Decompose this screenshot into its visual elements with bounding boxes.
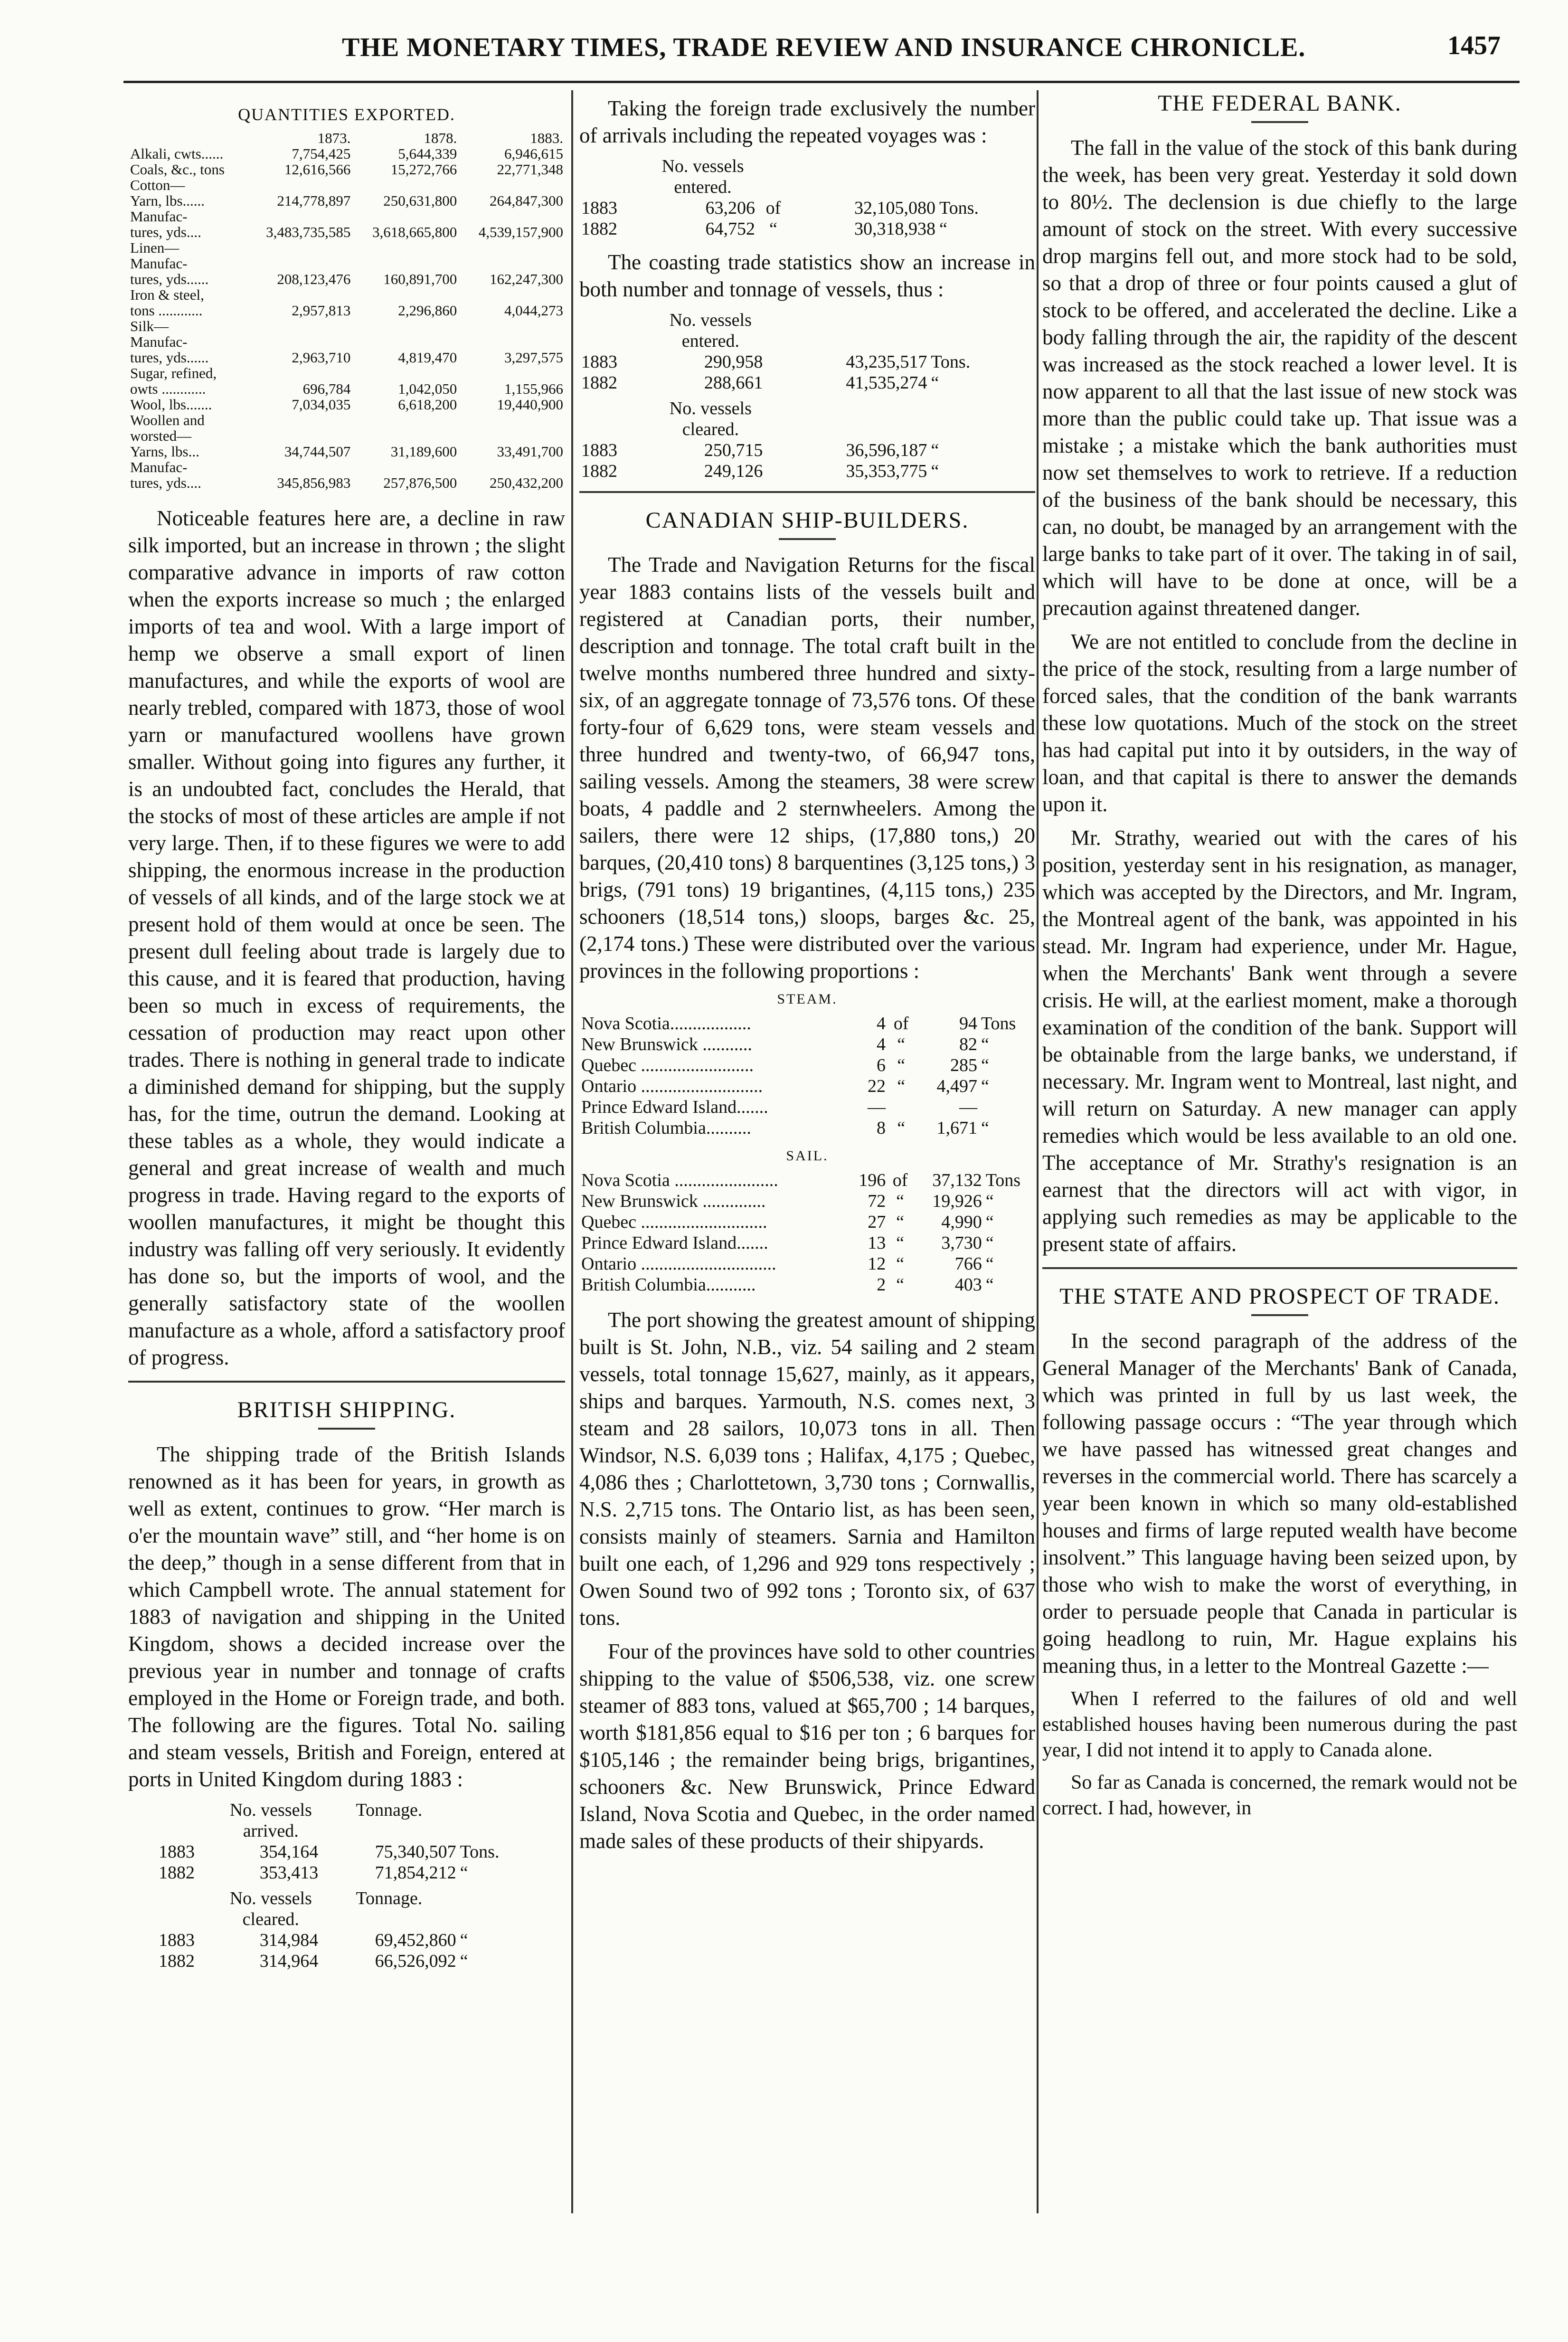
- quantities-row-1883: [459, 334, 565, 350]
- cleared-row-vessels: 314,984: [259, 1930, 319, 1950]
- quantities-row-1873: 696,784: [302, 380, 351, 397]
- quantities-row-1873: [246, 240, 353, 256]
- coast-cleared-row-unit: “: [931, 461, 939, 481]
- steam-table: [579, 1013, 1035, 1138]
- arrived-row-vessels: 354,164: [259, 1842, 319, 1862]
- sail-row-tons: 403: [954, 1275, 982, 1295]
- section-rule: [579, 491, 1035, 493]
- quantities-row-label: Alkali, cwts......: [130, 145, 224, 162]
- quantities-row-1883: 19,440,900: [497, 396, 563, 413]
- quantities-row-1878: 5,644,339: [398, 145, 457, 162]
- state-prospect-paragraph-2: When I referred to the failures of old and well established houses having been numerous during the past year, I did not intend it to apply to Canada alone.: [1042, 1688, 1517, 1761]
- arrived-row: [157, 1862, 528, 1883]
- sail-row-of: “: [896, 1212, 905, 1232]
- steam-row-count: 8: [876, 1118, 886, 1138]
- column-2: [579, 90, 1035, 1861]
- quantities-row-1878: 6,618,200: [398, 396, 457, 413]
- coast-cleared-row-unit: “: [931, 440, 939, 460]
- quantities-row: [128, 287, 565, 303]
- cleared-header: No. vessels cleared.: [229, 1888, 312, 1929]
- state-prospect-title: THE STATE AND PROSPECT OF TRADE.: [1059, 1284, 1500, 1309]
- coast-entered-row-tonnage: 41,535,274: [846, 373, 927, 393]
- quantities-row-1883: 6,946,615: [504, 145, 563, 162]
- quantities-row: [128, 209, 565, 224]
- quantities-row: [128, 256, 565, 271]
- canadian-shipbuilders-title: CANADIAN SHIP-BUILDERS.: [645, 508, 969, 533]
- steam-row-unit: [979, 1097, 1035, 1118]
- coast-cleared-row: [579, 461, 1012, 482]
- quantities-row-1883: [459, 365, 565, 381]
- cleared-row-vessels: 314,964: [259, 1951, 319, 1971]
- quantities-row-label: Linen—: [130, 239, 179, 256]
- steam-row: [579, 1034, 1035, 1055]
- quantities-row-1878: 31,189,600: [390, 443, 457, 460]
- quantities-exported-title: QUANTITIES EXPORTED.: [238, 105, 455, 124]
- steam-row-province: Prince Edward Island.......: [581, 1097, 768, 1117]
- sail-row-count: 12: [868, 1254, 886, 1274]
- quantities-row-label: tons ............: [130, 302, 203, 319]
- title-rule: [1251, 1314, 1308, 1316]
- federal-bank-title: THE FEDERAL BANK.: [1158, 91, 1402, 116]
- sail-row: [579, 1274, 1035, 1295]
- state-prospect-paragraph-1: In the second paragraph of the address of the General Manager of the Merchants' Bank of Canada, which was printed in full by us last week, the following passage occurs : “The year through which we have passed has witnessed great changes and reverses in the commercial world. There has scarcely a year been known in which so many old-established houses and firms of large reputed wealth have become insolvent.” This language having been seized upon, by those who wish to make the worst of everything, in order to persuade people that Canada in particular is going headlong to ruin, Mr. Hague explains his meaning thus, in a letter to the Montreal Gazette :—: [1042, 1329, 1517, 1678]
- steam-row-of: “: [897, 1034, 906, 1054]
- sail-row-tons: 37,132: [932, 1170, 982, 1190]
- quantities-exported-table: [128, 130, 565, 491]
- quantities-row-label: Woollen and: [130, 412, 205, 428]
- coast-cleared-row-year: 1882: [581, 461, 617, 481]
- quantities-row-1878: 2,296,860: [398, 302, 457, 319]
- quantities-year-header: [128, 130, 565, 146]
- federal-bank-paragraph-2: We are not entitled to conclude from the decline in the price of the stock, resulting from a large number of forced sales, that the condition of the bank warrants these low quotations. Much of the stock on the street has had capital put into it by outsiders, in the way of loan, and that capital is there to answer the demands upon it.: [1042, 630, 1517, 816]
- quantities-row-1883: 22,771,348: [497, 161, 563, 178]
- column-divider-1: [571, 90, 573, 2213]
- sail-row-count: 13: [868, 1233, 886, 1253]
- arrived-rows: [157, 1841, 528, 1883]
- foreign-header-row: [579, 156, 1012, 198]
- quantities-row-1873: 214,778,897: [277, 192, 351, 209]
- quantities-row-label: Yarns, lbs...: [130, 443, 199, 460]
- year-col-1: 1873.: [317, 130, 351, 146]
- steam-row-of: “: [897, 1118, 906, 1138]
- cleared-row: [157, 1930, 528, 1951]
- sail-row-tons: 766: [954, 1254, 982, 1274]
- sail-row-unit: “: [985, 1191, 994, 1211]
- quantities-row: [128, 397, 565, 412]
- coast-cleared-rows: [579, 440, 1012, 482]
- uk-cleared-header: [157, 1883, 528, 1930]
- quantities-row-label: tures, yds......: [130, 271, 209, 287]
- quantities-row: [128, 444, 565, 459]
- quantities-row: [128, 428, 565, 444]
- quantities-rows: [128, 146, 565, 491]
- quantities-row-1883: [459, 428, 565, 444]
- section-rule: [128, 1381, 565, 1383]
- sail-row: [579, 1253, 1035, 1274]
- quantities-row-1873: 7,034,035: [292, 396, 351, 413]
- steam-row-tons: 4,497: [936, 1076, 977, 1096]
- arrived-row-vessels: 353,413: [259, 1863, 319, 1883]
- quantities-row-1878: [352, 428, 459, 444]
- quantities-row-1883: 4,539,157,900: [478, 224, 563, 240]
- arrived-header: No. vessels arrived.: [229, 1800, 312, 1841]
- sail-row-of: “: [896, 1233, 905, 1253]
- quantities-row-1883: 264,847,300: [490, 192, 563, 209]
- foreign-row-vessels: 64,752: [705, 219, 755, 239]
- foreign-rows: [579, 198, 1012, 239]
- canadian-shipbuilders-paragraph: The Trade and Navigation Returns for the fiscal year 1883 contains lists of the vessels built and registered at Canadian ports, their number, description and tonnage. The total craft built in the twelve months numbered three hundred and sixty-six, of an aggregate tonnage of 73,576 tons. Of these forty-four of 6,629 tons, were steam vessels and three hundred and twenty-two, of 66,947 tons, sailing vessels. Among the steamers, 38 were screw boats, 4 paddle and 2 sternwheelers. Among the sailers, there were 12 ships, (17,880 tons,) 20 barques, (20,410 tons) 8 barquentines (3,125 tons,) 3 brigs, (791 tons) 19 brigantines, (4,115 tons,) 235 schooners (18,514 tons,) sloops, barges &c. 25, (2,174 tons.) These were distributed over the various provinces in the following proportions :: [579, 553, 1035, 983]
- coast-entered-header: No. vessels entered.: [669, 310, 752, 351]
- quantities-row: [128, 271, 565, 287]
- steam-row-unit: “: [981, 1076, 989, 1096]
- sail-row-count: 27: [868, 1212, 886, 1232]
- quantities-row-1873: [246, 256, 353, 271]
- quantities-row: [128, 350, 565, 365]
- quantities-row-1873: 7,754,425: [292, 145, 351, 162]
- coast-entered-row-year: 1883: [581, 352, 617, 372]
- quantities-row: [128, 475, 565, 491]
- quantities-row-1878: 257,876,500: [383, 474, 457, 491]
- coast-entered-row-tonnage: 43,235,517: [846, 352, 927, 372]
- steam-row-count: 6: [876, 1055, 886, 1075]
- quantities-row-1878: 250,631,800: [383, 192, 457, 209]
- quantities-row-1873: [246, 365, 353, 381]
- quantities-row-1883: [459, 287, 565, 303]
- quantities-row-label: Manufac-: [130, 333, 188, 350]
- state-prospect-paragraph-3: So far as Canada is concerned, the remark would not be correct. I had, however, in: [1042, 1772, 1517, 1819]
- quantities-row-1878: [352, 256, 459, 271]
- quantities-row-1873: [246, 459, 353, 475]
- coast-cleared-header: No. vessels cleared.: [669, 398, 752, 439]
- steam-row-of: [888, 1097, 915, 1118]
- sail-row-tons: 4,990: [941, 1212, 982, 1232]
- british-shipping-title: BRITISH SHIPPING.: [237, 1397, 456, 1422]
- steam-row-tons: 94: [959, 1014, 977, 1034]
- quantities-row-1873: 2,963,710: [292, 349, 351, 366]
- steam-table-title: STEAM.: [777, 991, 838, 1007]
- arrived-row-tonnage: 75,340,507: [375, 1842, 456, 1862]
- cleared-tonnage-header: Tonnage.: [356, 1888, 423, 1908]
- steam-row-tons: 285: [950, 1055, 977, 1075]
- coast-entered-row-vessels: 288,661: [704, 373, 763, 393]
- title-rule: [318, 1428, 375, 1430]
- foreign-row-vessels: 63,206: [705, 198, 755, 218]
- sail-row-unit: “: [985, 1254, 994, 1274]
- sail-row-province: British Columbia...........: [581, 1275, 756, 1295]
- quantities-row-1883: [459, 412, 565, 428]
- cleared-row: [157, 1951, 528, 1972]
- sail-row-unit: “: [985, 1212, 994, 1232]
- quantities-row-1873: 345,856,983: [277, 474, 351, 491]
- quantities-row-label: Iron & steel,: [130, 286, 204, 303]
- quantities-row: [128, 412, 565, 428]
- sail-table-title: SAIL.: [786, 1148, 829, 1164]
- sail-row: [579, 1191, 1035, 1212]
- sail-row-count: 72: [868, 1191, 886, 1211]
- steam-row-province: Quebec .........................: [581, 1055, 754, 1075]
- quantities-row-1878: 1,042,050: [398, 380, 457, 397]
- foreign-row-year: 1883: [581, 198, 617, 218]
- coast-entered-row: [579, 372, 1012, 393]
- coast-entered-rows: [579, 351, 1012, 393]
- foreign-trade-intro: Taking the foreign trade exclusively the number of arrivals including the repeated voyages was :: [579, 96, 1035, 147]
- foreign-row-unit: “: [939, 219, 947, 239]
- arrived-row-tonnage: 71,854,212: [375, 1863, 456, 1883]
- coast-cleared-row-year: 1883: [581, 440, 617, 460]
- quantities-row-1883: [459, 240, 565, 256]
- steam-row-province: Nova Scotia..................: [581, 1014, 751, 1034]
- quantities-row: [128, 303, 565, 318]
- sail-row-tons: 3,730: [941, 1233, 982, 1253]
- steam-row-province: British Columbia..........: [581, 1118, 751, 1138]
- quantities-row: [128, 240, 565, 256]
- quantities-row-1878: [352, 412, 459, 428]
- quantities-row-1878: [352, 459, 459, 475]
- coast-cleared-row-tonnage: 36,596,187: [846, 440, 927, 460]
- quantities-row: [128, 177, 565, 193]
- steam-row-unit: “: [981, 1118, 989, 1138]
- quantities-row-label: Silk—: [130, 318, 169, 334]
- cleared-row-year: 1882: [159, 1951, 195, 1971]
- quantities-row-1873: [246, 428, 353, 444]
- quantities-row-1878: 3,618,665,800: [372, 224, 457, 240]
- column-divider-2: [1037, 90, 1039, 2213]
- quantities-row-1873: [246, 287, 353, 303]
- quantities-row: [128, 365, 565, 381]
- steam-row-count: 22: [867, 1076, 886, 1096]
- quantities-row-1873: 208,123,476: [277, 271, 351, 287]
- steam-row-count: —: [867, 1097, 886, 1117]
- foreign-row-unit: Tons.: [939, 198, 979, 218]
- sail-row-of: “: [896, 1254, 905, 1274]
- steam-row-tons: 1,671: [936, 1118, 977, 1138]
- page-header: [85, 18, 1510, 75]
- quantities-row: [128, 146, 565, 161]
- publication-title: THE MONETARY TIMES, TRADE REVIEW AND INSURANCE CHRONICLE.: [342, 33, 1306, 62]
- coasting-intro: The coasting trade statistics show an increase in both number and tonnage of vessels, thus :: [579, 250, 1035, 301]
- steam-row-of: “: [897, 1055, 906, 1075]
- title-rule: [779, 538, 836, 540]
- quantities-row-1878: 15,272,766: [390, 161, 457, 178]
- quantities-row-1873: 34,744,507: [284, 443, 351, 460]
- quantities-row-label: owts ............: [130, 380, 206, 397]
- arrived-row-unit: Tons.: [460, 1842, 500, 1862]
- quantities-row-1883: 250,432,200: [490, 474, 563, 491]
- quantities-row-label: Manufac-: [130, 459, 188, 475]
- cleared-row-unit: “: [460, 1930, 468, 1950]
- sail-row: [579, 1212, 1035, 1233]
- steam-row: [579, 1055, 1035, 1076]
- federal-bank-paragraph-1: The fall in the value of the stock of this bank during the week, has been very great. Yesterday it sold down to 80½. The declension is due chiefly to the large amount of stock on the street. With every successive drop margins fell out, and more stock had to be sold, so that a drop of three or four points caused a glut of stock to be offered, and accelerated the decline. Like a body falling through the air, the rapidity of the descent was increased as the stock reached a lower level. It is now apparent to all that the last issue of new stock was more than the public could take up. That issue was a mistake ; a mistake which the bank authorities must now set themselves to work to retrieve. If a reduction of the business of the bank should be necessary, this can, no doubt, be managed by an arrangement with the large banks to take part of it over. The taking in of sail, which will have to be done at once, will be a precaution against threatened danger.: [1042, 136, 1517, 620]
- quantities-row-1883: [459, 459, 565, 475]
- quantities-row-1878: [352, 287, 459, 303]
- coast-cleared-row-vessels: 249,126: [704, 461, 763, 481]
- sail-row-unit: “: [985, 1233, 994, 1253]
- foreign-row-tonnage: 30,318,938: [854, 219, 936, 239]
- foreign-row: [579, 198, 1012, 218]
- sail-row: [579, 1170, 1035, 1191]
- foreign-entered-header: No. vessels entered.: [661, 156, 744, 197]
- coast-entered-row-vessels: 290,958: [704, 352, 763, 372]
- quantities-row: [128, 224, 565, 240]
- steam-row-tons: 82: [959, 1034, 977, 1054]
- sail-row-unit: Tons: [985, 1170, 1021, 1190]
- title-rule: [1251, 121, 1308, 123]
- federal-bank-paragraph-3: Mr. Strathy, wearied out with the cares of his position, yesterday sent in his resignation, as manager, which was accepted by the Directors, and Mr. Ingram, the Montreal agent of the bank, was appointed in his stead. Mr. Ingram had experience, under Mr. Hague, when the Merchants' Bank went through a severe crisis. He will, at the earliest moment, make a thorough examination of the condition of the bank. Support will be obtainable from the large banks, we understand, if necessary. Mr. Ingram went to Montreal, last night, and will return on Saturday. A new manager can apply remedies which would be less available to an old one. The acceptance of Mr. Strathy's resignation is an earnest that the directors will act with vigor, in applying such remedies as may be applicable to the present state of affairs.: [1042, 826, 1517, 1256]
- noticeable-features-paragraph: Noticeable features here are, a decline in raw silk imported, but an increase in thrown ; the slight comparative advance in imports of raw cotton when the exports increase so much ; the enlarged imports of tea and wool. With a large import of hemp we observe a small export of linen manufactures, and while the exports of wool are nearly trebled, compared with 1873, those of wool yarn or manufactured woollens have grown smaller. Without going into figures any further, it is an undoubted fact, concludes the Herald, that the stocks of most of these articles are ample if not very large. Then, if to these figures we were to add shipping, the enormous increase in the production of vessels of all kinds, and of the large stock we at present hold of them would at once be seen. The present dull feeling about trade is largely due to this cause, and it is feared that production, having been so much in excess of requirements, the cessation of production may react upon other trades. There is nothing in general trade to indicate a diminished demand for shipping, but the supply has, for the time, outrun the demand. Looking at these tables as a whole, they would indicate a general and great increase of wealth and much progress in trade. Having regard to the exports of woollen manufactures, it might be thought this industry was falling off very seriously. It evidently has done so, but the imports of wool, and the generally satisfactory state of the woollen manufacture as a whole, afford a satisfactory proof of progress.: [128, 506, 565, 1369]
- coast-entered-row: [579, 351, 1012, 372]
- coast-entered-header-row: [579, 310, 1012, 351]
- quantities-row-1883: [459, 177, 565, 193]
- foreign-row-of: “: [769, 219, 777, 239]
- quantities-row-1878: [352, 177, 459, 193]
- quantities-row-1873: [246, 318, 353, 334]
- cleared-row-unit: “: [460, 1951, 468, 1971]
- quantities-row-1873: 12,616,566: [284, 161, 351, 178]
- quantities-row-label: Manufac-: [130, 255, 188, 272]
- foreign-row-year: 1882: [581, 219, 617, 239]
- sail-row-province: New Brunswick ..............: [581, 1191, 766, 1211]
- uk-arrivals-header: [157, 1800, 528, 1841]
- year-col-2: 1878.: [424, 130, 457, 146]
- steam-row-count: 4: [876, 1014, 886, 1034]
- steam-row-unit: “: [981, 1034, 989, 1054]
- column-3: [1042, 90, 1517, 1828]
- quantities-row-1878: [352, 365, 459, 381]
- quantities-row-1878: [352, 240, 459, 256]
- arrived-row-unit: “: [460, 1863, 468, 1883]
- steam-row-unit: “: [981, 1055, 989, 1075]
- steam-row-count: 4: [876, 1034, 886, 1054]
- quantities-row-1878: 4,819,470: [398, 349, 457, 366]
- foreign-row: [579, 218, 1012, 239]
- arrived-row-year: 1883: [159, 1842, 195, 1862]
- quantities-row-1883: 162,247,300: [490, 271, 563, 287]
- page-number: 1457: [1447, 31, 1501, 60]
- coast-entered-row-unit: Tons.: [931, 352, 971, 372]
- quantities-row: [128, 459, 565, 475]
- british-shipping-paragraph: The shipping trade of the British Islands renowned as it has been for years, in growth as well as extent, continues to grow. “Her march is o'er the mountain wave” still, and “her home is on the deep,” though in a sense different from that in which Campbell wrote. The annual statement for 1883 of navigation and shipping in the United Kingdom, shows a decided increase over the previous year in number and tonnage of crafts employed in the Home or Foreign trade, and both. The following are the figures. Total No. sailing and steam vessels, British and Foreign, entered at ports in United Kingdom during 1883 :: [128, 1442, 565, 1791]
- quantities-row-1873: [246, 412, 353, 428]
- steam-row: [579, 1013, 1035, 1034]
- coast-entered-row-year: 1882: [581, 373, 617, 393]
- quantities-row-1883: [459, 209, 565, 224]
- sail-row: [579, 1233, 1035, 1253]
- quantities-row: [128, 193, 565, 209]
- quantities-row-label: Coals, &c., tons: [130, 161, 225, 178]
- quantities-row-label: tures, yds......: [130, 349, 209, 366]
- uk-arrivals-table: [157, 1800, 528, 1972]
- sail-row-of: of: [892, 1170, 908, 1190]
- provinces-sold-paragraph: Four of the provinces have sold to other countries shipping to the value of $506,538, viz. one screw steamer of 883 tons, valued at $65,700 ; 14 barques, worth $181,856 equal to $16 per ton ; 6 barques for $105,146 ; the remainder being brigs, brigantines, schooners &c. New Brunswick, Prince Edward Island, Nova Scotia and Quebec, in the order named made sales of these products of their shipyards.: [579, 1640, 1035, 1853]
- quantities-row-1883: [459, 256, 565, 271]
- quantities-row-1873: [246, 209, 353, 224]
- foreign-arrivals-table: [579, 156, 1012, 239]
- coast-cleared-row-tonnage: 35,353,775: [846, 461, 927, 481]
- quantities-row-label: Manufac-: [130, 208, 188, 225]
- quantities-row-label: Sugar, refined,: [130, 365, 217, 381]
- cleared-row-tonnage: 66,526,092: [375, 1951, 456, 1971]
- coast-cleared-row-vessels: 250,715: [704, 440, 763, 460]
- quantities-row: [128, 161, 565, 177]
- sail-row-tons: 19,926: [932, 1191, 982, 1211]
- steam-row-of: “: [897, 1076, 906, 1096]
- sail-row-of: “: [896, 1275, 905, 1295]
- steam-row-of: of: [893, 1014, 909, 1034]
- quantities-row-1873: [246, 177, 353, 193]
- quantities-row: [128, 334, 565, 350]
- header-rule: [123, 81, 1520, 83]
- cleared-rows: [157, 1930, 528, 1972]
- quantities-row-label: tures, yds....: [130, 474, 201, 491]
- quantities-row-1878: [352, 209, 459, 224]
- quantities-row-1878: [352, 318, 459, 334]
- foreign-row-tonnage: 32,105,080: [854, 198, 936, 218]
- port-paragraph: The port showing the greatest amount of shipping built is St. John, N.B., viz. 54 sailing and 2 steam vessels, total tonnage 15,627, mainly, as it appears, ships and barques. Yarmouth, N.S. comes next, 3 steam and 28 sailors, 10,073 tons in all. Then Windsor, N.S. 6,039 tons ; Halifax, 4,175 ; Quebec, 4,086 thes ; Charlottetown, 3,730 tons ; Cornwallis, N.S. 2,715 tons. The Ontario list, as has been seen, consists mainly of steamers. Sarnia and Hamilton built one each, of 1,296 and 929 tons respectively ; Owen Sound two of 992 tons ; Toronto six, of 637 tons.: [579, 1308, 1035, 1630]
- arrived-row: [157, 1841, 528, 1862]
- quantities-row-1883: 33,491,700: [497, 443, 563, 460]
- column-1: [128, 90, 565, 1972]
- coast-entered-row-unit: “: [931, 373, 939, 393]
- coasting-table: [579, 310, 1012, 482]
- sail-table: [579, 1170, 1035, 1295]
- section-rule: [1042, 1267, 1517, 1269]
- sail-row-province: Quebec ............................: [581, 1212, 767, 1232]
- steam-row: [579, 1097, 1035, 1118]
- quantities-row-1873: 2,957,813: [292, 302, 351, 319]
- sail-row-unit: “: [985, 1275, 994, 1295]
- steam-row-tons: —: [959, 1097, 977, 1117]
- sail-row-count: 196: [859, 1170, 886, 1190]
- sail-row-province: Ontario ..............................: [581, 1254, 776, 1274]
- year-col-3: 1883.: [530, 130, 563, 146]
- sail-row-province: Prince Edward Island.......: [581, 1233, 768, 1253]
- sail-row-count: 2: [877, 1275, 886, 1295]
- steam-row-unit: Tons: [981, 1014, 1016, 1034]
- steam-row-province: New Brunswick ...........: [581, 1034, 752, 1054]
- quantities-row-1878: 160,891,700: [383, 271, 457, 287]
- quantities-row-1873: 3,483,735,585: [266, 224, 351, 240]
- sail-row-province: Nova Scotia .......................: [581, 1170, 778, 1190]
- quantities-row-label: tures, yds....: [130, 224, 201, 240]
- quantities-row-1883: [459, 318, 565, 334]
- quantities-row-label: Cotton—: [130, 177, 185, 193]
- foreign-row-of: of: [765, 198, 781, 218]
- arrived-tonnage-header: Tonnage.: [356, 1800, 423, 1820]
- quantities-row-label: Yarn, lbs......: [130, 192, 205, 209]
- quantities-row-1873: [246, 334, 353, 350]
- coast-cleared-header-row: [579, 393, 1012, 440]
- quantities-row-1878: [352, 334, 459, 350]
- steam-row: [579, 1076, 1035, 1097]
- cleared-row-tonnage: 69,452,860: [375, 1930, 456, 1950]
- quantities-row-label: Wool, lbs.......: [130, 396, 212, 413]
- arrived-row-year: 1882: [159, 1863, 195, 1883]
- quantities-row-1883: 1,155,966: [504, 380, 563, 397]
- quantities-row-label: worsted—: [130, 427, 192, 444]
- sail-row-of: “: [896, 1191, 905, 1211]
- quantities-row-1883: 3,297,575: [504, 349, 563, 366]
- quantities-row: [128, 318, 565, 334]
- cleared-row-year: 1883: [159, 1930, 195, 1950]
- quantities-row-1883: 4,044,273: [504, 302, 563, 319]
- steam-row: [579, 1118, 1035, 1138]
- quantities-row: [128, 381, 565, 397]
- steam-row-province: Ontario ...........................: [581, 1076, 763, 1096]
- coast-cleared-row: [579, 440, 1012, 461]
